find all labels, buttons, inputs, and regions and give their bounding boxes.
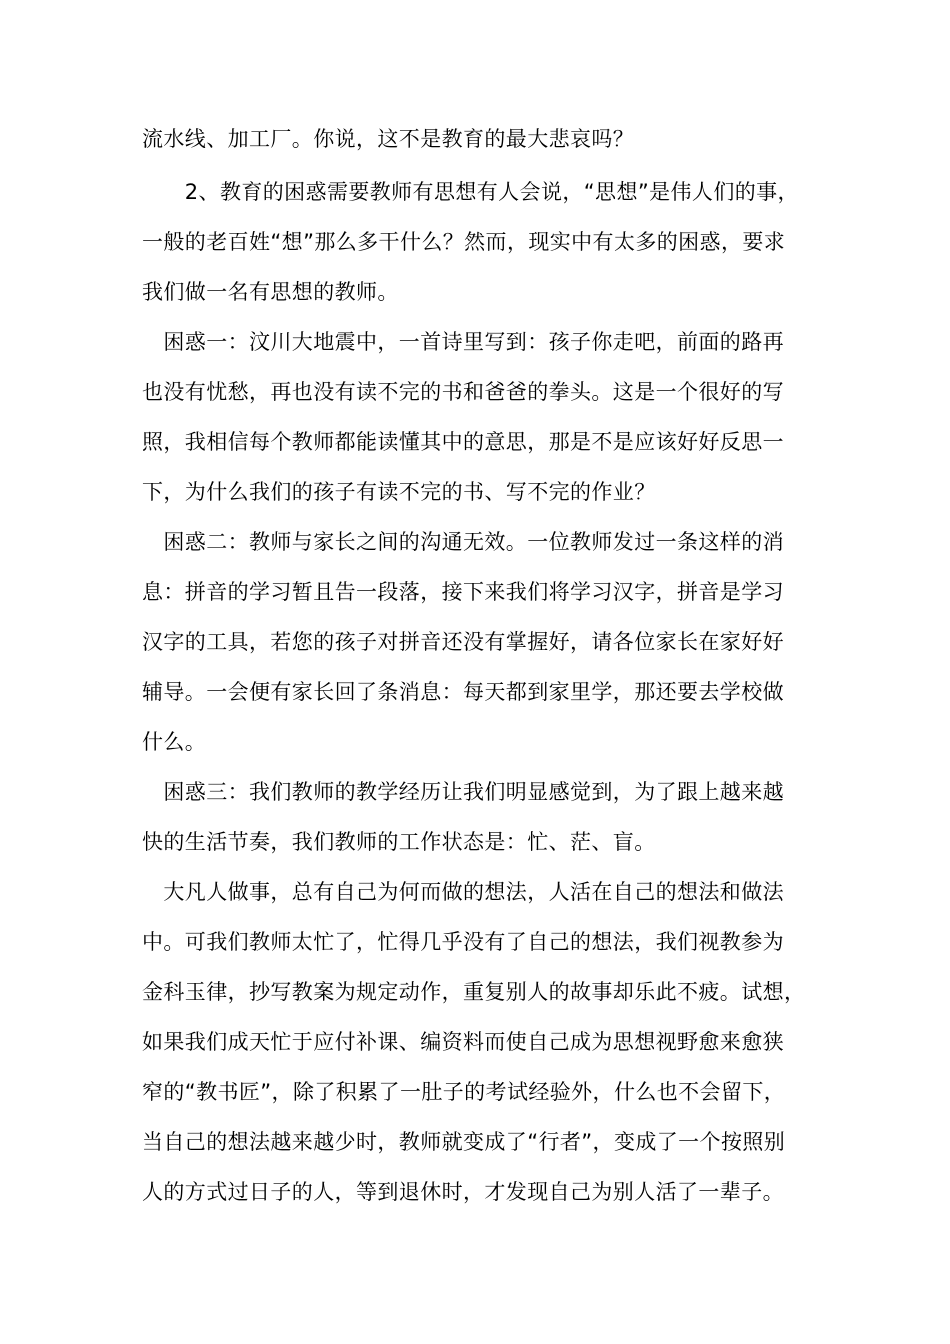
text-line: 什么。 bbox=[142, 730, 207, 754]
text-line: 窄的“教书匠”，除了积累了一肚子的考试经验外，什么也不会留下， bbox=[142, 1080, 786, 1104]
text-line: 流水线、加工厂。你说，这不是教育的最大悲哀吗？ bbox=[142, 127, 635, 151]
text-line: 人的方式过日子的人，等到退休时，才发现自己为别人活了一辈子。 bbox=[142, 1180, 784, 1204]
text-line: 当自己的想法越来越少时，教师就变成了“行者”，变成了一个按照别 bbox=[142, 1130, 786, 1154]
text-line: 2、教育的困惑需要教师有思想有人会说，“思想”是伟人们的事， bbox=[142, 180, 799, 204]
text-line: 中。可我们教师太忙了，忙得几乎没有了自己的想法，我们视教参为 bbox=[142, 930, 784, 954]
text-line: 汉字的工具，若您的孩子对拼音还没有掌握好，请各位家长在家好好 bbox=[142, 630, 784, 654]
text-line: 金科玉律，抄写教案为规定动作，重复别人的故事却乐此不疲。试想， bbox=[142, 980, 806, 1004]
text-line: 息：拼音的学习暂且告一段落，接下来我们将学习汉字，拼音是学习 bbox=[142, 580, 784, 604]
text-line: 辅导。一会便有家长回了条消息：每天都到家里学，那还要去学校做 bbox=[142, 680, 784, 704]
text-line: 照，我相信每个教师都能读懂其中的意思，那是不是应该好好反思一 bbox=[142, 430, 784, 454]
text-line: 我们做一名有思想的教师。 bbox=[142, 280, 399, 304]
text-line: 困惑一：汶川大地震中，一首诗里写到：孩子你走吧，前面的路再 bbox=[142, 330, 784, 354]
text-line: 困惑三：我们教师的教学经历让我们明显感觉到，为了跟上越来越 bbox=[142, 780, 784, 804]
text-line: 如果我们成天忙于应付补课、编资料而使自己成为思想视野愈来愈狭 bbox=[142, 1030, 784, 1054]
text-line: 下，为什么我们的孩子有读不完的书、写不完的作业？ bbox=[142, 480, 656, 504]
text-line: 也没有忧愁，再也没有读不完的书和爸爸的拳头。这是一个很好的写 bbox=[142, 380, 784, 404]
text-line: 大凡人做事，总有自己为何而做的想法，人活在自己的想法和做法 bbox=[142, 880, 784, 904]
text-line: 一般的老百姓“想”那么多干什么？然而，现实中有太多的困惑，要求 bbox=[142, 230, 786, 254]
text-line: 快的生活节奏，我们教师的工作状态是：忙、茫、盲。 bbox=[142, 830, 656, 854]
text-line: 困惑二：教师与家长之间的沟通无效。一位教师发过一条这样的消 bbox=[142, 530, 784, 554]
